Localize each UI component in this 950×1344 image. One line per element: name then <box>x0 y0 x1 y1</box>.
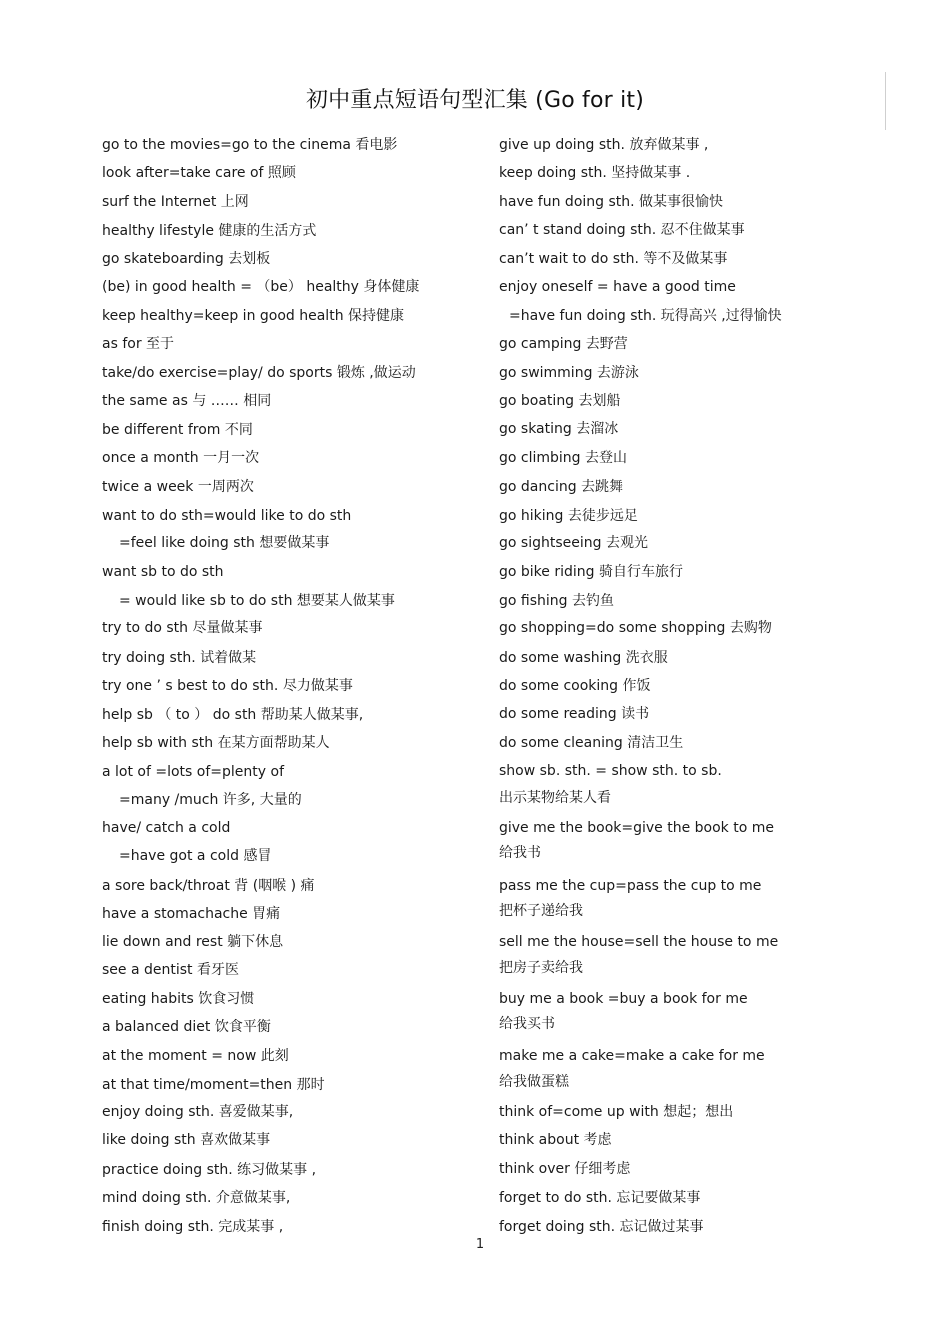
phrase-entry: as for 至于 <box>102 336 175 352</box>
phrase-entry: give up doing sth. 放弃做某事 , <box>499 137 709 153</box>
phrase-entry: go fishing 去钓鱼 <box>499 593 614 609</box>
phrase-entry: think of=come up with 想起；想出 <box>499 1104 734 1120</box>
phrase-entry: have fun doing sth. 做某事很愉快 <box>499 194 724 210</box>
phrase-entry: make me a cake=make a cake for me <box>499 1048 765 1064</box>
phrase-entry: (be) in good health = （be） healthy 身体健康 <box>102 279 420 295</box>
phrase-entry: go camping 去野营 <box>499 336 628 352</box>
phrase-entry: forget to do sth. 忘记要做某事 <box>499 1190 701 1206</box>
phrase-entry: twice a week 一周两次 <box>102 479 254 495</box>
phrase-entry: see a dentist 看牙医 <box>102 962 239 978</box>
phrase-entry: enjoy oneself = have a good time <box>499 279 736 295</box>
phrase-entry: eating habits 饮食习惯 <box>102 991 255 1007</box>
phrase-continuation: =have fun doing sth. 玩得高兴 ,过得愉快 <box>509 308 782 324</box>
phrase-entry: think about 考虑 <box>499 1132 612 1148</box>
phrase-entry: enjoy doing sth. 喜爱做某事, <box>102 1104 294 1120</box>
phrase-entry: surf the Internet 上网 <box>102 194 249 210</box>
phrase-entry: do some reading 读书 <box>499 706 650 722</box>
phrase-translation: 把房子卖给我 <box>499 960 583 976</box>
phrase-entry: be different from 不同 <box>102 422 253 438</box>
phrase-entry: finish doing sth. 完成某事 , <box>102 1219 284 1235</box>
phrase-entry: help sb （ to ） do sth 帮助某人做某事, <box>102 707 364 723</box>
page-number: 1 <box>475 1237 485 1252</box>
phrase-entry: keep healthy=keep in good health 保持健康 <box>102 308 405 324</box>
phrase-entry: do some cleaning 清洁卫生 <box>499 735 684 751</box>
phrase-entry: show sb. sth. = show sth. to sb. <box>499 763 722 779</box>
phrase-entry: try to do sth 尽量做某事 <box>102 620 263 636</box>
phrase-entry: go shopping=do some shopping 去购物 <box>499 620 772 636</box>
phrase-entry: go dancing 去跳舞 <box>499 479 624 495</box>
phrase-entry: want to do sth=would like to do sth <box>102 508 352 524</box>
phrase-translation: 给我书 <box>499 845 541 861</box>
phrase-continuation: =many /much 许多, 大量的 <box>119 792 302 808</box>
phrase-continuation: =have got a cold 感冒 <box>119 848 272 864</box>
phrase-translation: 出示某物给某人看 <box>499 790 611 806</box>
phrase-entry: keep doing sth. 坚持做某事 . <box>499 165 691 181</box>
phrase-entry: help sb with sth 在某方面帮助某人 <box>102 735 330 751</box>
phrase-entry: want sb to do sth <box>102 564 224 580</box>
phrase-entry: a balanced diet 饮食平衡 <box>102 1019 271 1035</box>
phrase-entry: a sore back/throat 背 (咽喉 ) 痛 <box>102 878 315 894</box>
phrase-entry: go boating 去划船 <box>499 393 621 409</box>
phrase-translation: 给我买书 <box>499 1016 555 1032</box>
phrase-entry: the same as 与 …… 相同 <box>102 393 272 409</box>
phrase-entry: go skating 去溜冰 <box>499 421 619 437</box>
phrase-entry: like doing sth 喜欢做某事 <box>102 1132 271 1148</box>
phrase-entry: go swimming 去游泳 <box>499 365 639 381</box>
phrase-entry: can’ t stand doing sth. 忍不住做某事 <box>499 222 745 238</box>
phrase-entry: healthy lifestyle 健康的生活方式 <box>102 223 317 239</box>
phrase-translation: 把杯子递给我 <box>499 903 583 919</box>
phrase-entry: have a stomachache 胃痛 <box>102 906 281 922</box>
phrase-entry: buy me a book =buy a book for me <box>499 991 748 1007</box>
phrase-entry: lie down and rest 躺下休息 <box>102 934 284 950</box>
phrase-entry: go hiking 去徒步远足 <box>499 508 638 524</box>
phrase-entry: at the moment = now 此刻 <box>102 1048 289 1064</box>
phrase-entry: go sightseeing 去观光 <box>499 535 648 551</box>
phrase-continuation: =feel like doing sth 想要做某事 <box>119 535 330 551</box>
phrase-entry: do some washing 洗衣服 <box>499 650 668 666</box>
phrase-entry: pass me the cup=pass the cup to me <box>499 878 762 894</box>
phrase-entry: go to the movies=go to the cinema 看电影 <box>102 137 398 153</box>
phrase-entry: try doing sth. 试着做某 <box>102 650 257 666</box>
phrase-entry: can’t wait to do sth. 等不及做某事 <box>499 251 728 267</box>
phrase-entry: forget doing sth. 忘记做过某事 <box>499 1219 704 1235</box>
phrase-entry: try one ’ s best to do sth. 尽力做某事 <box>102 678 353 694</box>
phrase-entry: go climbing 去登山 <box>499 450 628 466</box>
phrase-entry: practice doing sth. 练习做某事 , <box>102 1162 317 1178</box>
phrase-entry: look after=take care of 照顾 <box>102 165 296 181</box>
phrase-entry: go skateboarding 去划板 <box>102 251 271 267</box>
phrase-entry: take/do exercise=play/ do sports 锻炼 ,做运动 <box>102 365 416 381</box>
phrase-continuation: = would like sb to do sth 想要某人做某事 <box>119 593 395 609</box>
phrase-translation: 给我做蛋糕 <box>499 1074 569 1090</box>
phrase-entry: a lot of =lots of=plenty of <box>102 764 284 780</box>
phrase-entry: have/ catch a cold <box>102 820 231 836</box>
phrase-entry: sell me the house=sell the house to me <box>499 934 779 950</box>
phrase-entry: do some cooking 作饭 <box>499 678 651 694</box>
phrase-entry: go bike riding 骑自行车旅行 <box>499 564 683 580</box>
phrase-entry: mind doing sth. 介意做某事, <box>102 1190 291 1206</box>
phrase-entry: once a month 一月一次 <box>102 450 260 466</box>
phrase-entry: give me the book=give the book to me <box>499 820 774 836</box>
document-title: 初中重点短语句型汇集 (Go for it) <box>305 88 645 113</box>
phrase-entry: at that time/moment=then 那时 <box>102 1077 325 1093</box>
phrase-entry: think over 仔细考虑 <box>499 1161 631 1177</box>
